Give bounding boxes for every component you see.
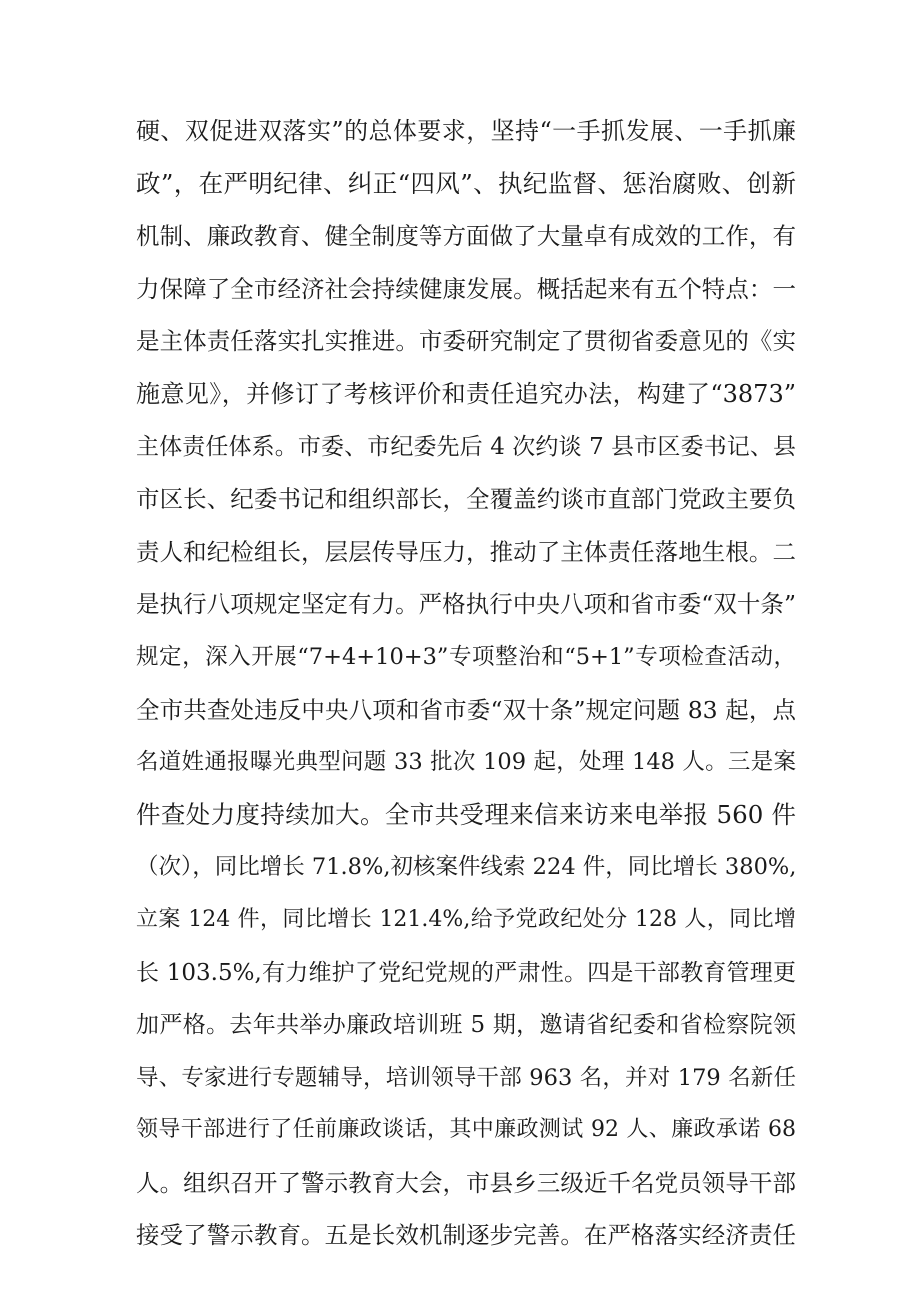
paragraph-line: 人。组织召开了警示教育大会，市县乡三级近千名党员领导干部 bbox=[136, 1168, 796, 1197]
paragraph-line: 接受了警示教育。五是长效机制逐步完善。在严格落实经济责任 bbox=[136, 1221, 796, 1250]
paragraph-line: 规定，深入开展“7+4+10+3”专项整治和“5+1”专项检查活动， bbox=[136, 643, 796, 670]
paragraph-line: 市区长、纪委书记和组织部长，全覆盖约谈市直部门党政主要负 bbox=[136, 485, 796, 514]
paragraph-line: 责人和纪检组长，层层传导压力，推动了主体责任落地生根。二 bbox=[136, 537, 796, 566]
paragraph-line: 名道姓通报曝光典型问题 33 批次 109 起，处理 148 人。三是案 bbox=[136, 749, 796, 776]
paragraph-line: 力保障了全市经济社会持续健康发展。概括起来有五个特点：一 bbox=[136, 274, 796, 303]
paragraph-line: 施意见》，并修订了考核评价和责任追究办法，构建了“3873” bbox=[136, 379, 796, 408]
paragraph-line: 机制、廉政教育、健全制度等方面做了大量卓有成效的工作，有 bbox=[136, 222, 796, 251]
paragraph-line: 加严格。去年共举办廉政培训班 5 期，邀请省纪委和省检察院领 bbox=[136, 1012, 796, 1039]
paragraph-line: 政”，在严明纪律、纠正“四风”、执纪监督、惩治腐败、创新 bbox=[136, 168, 796, 198]
paragraph-line: 领导干部进行了任前廉政谈话，其中廉政测试 92 人、廉政承诺 68 bbox=[136, 1117, 796, 1143]
paragraph-line: 硬、双促进双落实”的总体要求，坚持“一手抓发展、一手抓廉 bbox=[136, 117, 796, 145]
paragraph-line: 是执行八项规定坚定有力。严格执行中央八项和省市委“双十条” bbox=[136, 590, 796, 619]
paragraph-line: 立案 124 件，同比增长 121.4%,给予党政纪处分 128 人，同比增 bbox=[136, 906, 796, 932]
paragraph-line: 长 103.5%,有力维护了党纪党规的严肃性。四是干部教育管理更 bbox=[136, 959, 796, 986]
paragraph-line: 件查处力度持续加大。全市共受理来信来访来电举报 560 件 bbox=[136, 799, 796, 829]
paragraph-line: 导、专家进行专题辅导，培训领导干部 963 名，并对 179 名新任 bbox=[136, 1064, 796, 1091]
paragraph-line: （次），同比增长 71.8%,初核案件线索 224 件，同比增长 380%, bbox=[136, 854, 796, 881]
paragraph-line: 主体责任体系。市委、市纪委先后 4 次约谈 7 县市区委书记、县 bbox=[136, 433, 796, 460]
paragraph-line: 是主体责任落实扎实推进。市委研究制定了贯彻省委意见的《实 bbox=[136, 327, 796, 356]
body-paragraph bbox=[136, 105, 796, 1262]
paragraph-line: 全市共查处违反中央八项和省市委“双十条”规定问题 83 起，点 bbox=[136, 695, 796, 724]
